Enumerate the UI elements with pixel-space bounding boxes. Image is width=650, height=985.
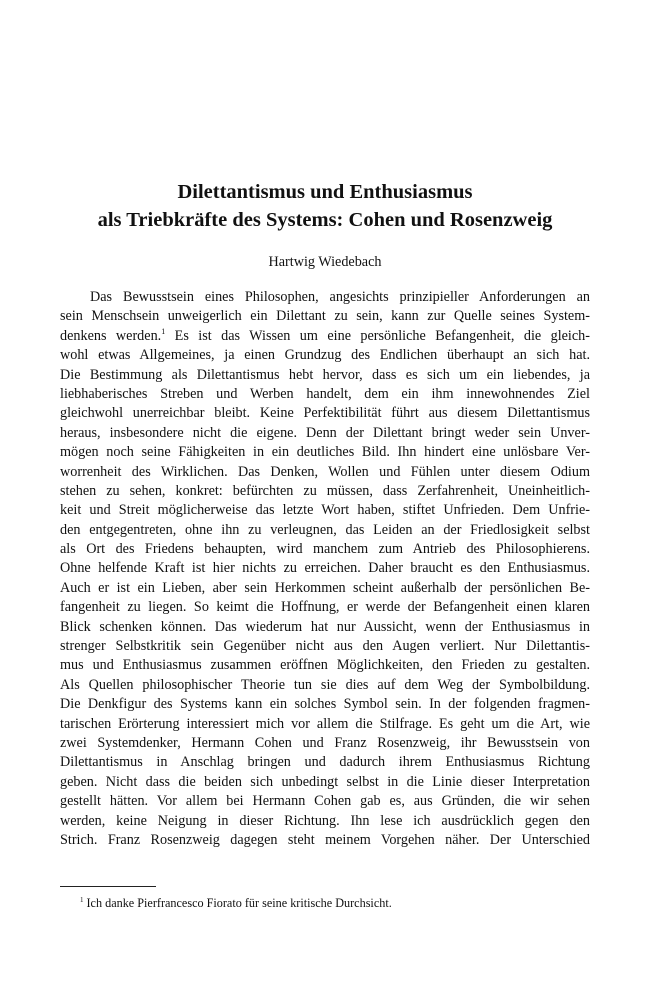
body-line: Als Quellen philosophischer Theorie tun sie dies auf dem Weg der Symbolbildung. [60,676,590,693]
footnote-reference[interactable]: 1 [161,326,166,336]
body-line: wohl etwas Allgemeines, ja einen Grundzug des Endlichen überhaupt an sich hat. [60,347,590,364]
author-name: Hartwig Wiedebach [268,254,382,270]
footnote-text: Ich danke Pierfrancesco Fiorato für seine kritische Durchsicht. [86,896,392,910]
body-line-segment: Es ist das Wissen um eine persönliche Befangenheit, die gleich- [174,327,590,344]
body-line: Blick schenken können. Das wiederum hat nur Aussicht, wenn der Enthusiasmus in [60,618,590,635]
body-line: strenger Selbstkritik sein Gegenüber nicht aus den Augen verliert. Nur Dilettantis- [60,638,590,655]
body-line: Ohne helfende Kraft ist hier nichts zu erreichen. Daher braucht es den Enthusiasmus. [60,560,590,577]
body-line: geben. Nicht dass die beiden sich unbedingt selbst in die Linie dieser Interpretation [60,773,590,790]
body-line: Auch er ist ein Lieben, aber sein Herkommen scheint außerhalb der persönlichen Be- [60,579,590,596]
body-line: mus und Enthusiasmus zusammen eröffnen Möglichkeiten, den Frieden zu gestalten. [60,657,590,674]
body-line: Strich. Franz Rosenzweig dagegen steht meinem Vorgehen näher. Der Unterschied [60,831,590,848]
body-line: sein Menschsein unweigerlich ein Dilettant zu sein, kann zur Quelle seines System- [60,308,590,325]
body-line: gestellt hätten. Vor allem bei Hermann Cohen gab es, aus Gründen, die wir sehen [60,793,590,810]
body-line: liebhaberisches Streben und Werben handelt, dem ein ihm innewohnendes Ziel [60,385,590,402]
body-line-segment: denkens werden. [60,327,162,344]
body-line: Dilettantismus in Anschlag bringen und dadurch ihrem Enthusiasmus Richtung [60,754,590,771]
footnote-number: 1 [80,896,84,904]
body-line: stehen zu sehen, konkret: befürchten zu müssen, dass Zerfahrenheit, Uneinheitlich- [60,482,590,499]
body-line: Die Bestimmung als Dilettantismus hebt hervor, dass es sich um ein liebendes, ja [60,366,590,383]
body-line: worrenheit des Wirklichen. Das Denken, Wollen und Fühlen unter diesem Odium [60,463,590,480]
body-line: werden, keine Neigung in dieser Richtung. Ihn lese ich ausdrücklich gegen den [60,812,590,829]
body-line: tarischen Erörterung interessiert mich vor allem die Stilfrage. Es geht um die Art, wie [60,715,590,732]
body-line-with-footnote [60,327,590,346]
body-paragraph [60,288,590,850]
footnote [60,895,590,911]
title-line-1: Dilettantismus und Enthusiasmus [177,181,473,203]
article-title [60,178,590,234]
body-line: Das Bewusstsein eines Philosophen, angesichts prinzipieller Anforderungen an [90,289,590,305]
title-line-2: als Triebkräfte des Systems: Cohen und Rosenzweig [97,209,553,231]
body-line: Die Denkfigur des Systems kann ein solches Symbol sein. In der folgenden fragmen- [60,696,590,713]
body-line: keit und Streit möglicherweise das letzte Wort haben, stiftet Unfrieden. Dem Unfrie- [60,502,590,519]
body-line: mögen noch seine Fähigkeiten in ein deutliches Bild. Ihn hindert eine unlösbare Ver- [60,444,590,461]
body-line: als Ort des Friedens behaupten, wird manchem zum Antrieb des Philosophierens. [60,541,590,558]
body-line: gleichwohl unerreichbar bleibt. Keine Perfektibilität führt aus diesem Dilettantismus [60,405,590,422]
body-line: den entgegentreten, ohne ihn zu verleugnen, das Leiden an der Friedlosigkeit selbst [60,521,590,538]
body-line: zwei Systemdenker, Hermann Cohen und Franz Rosenzweig, ihr Bewusstsein von [60,734,590,751]
body-line: fangenheit zu liegen. So keimt die Hoffnung, er werde der Befangenheit einen klaren [60,599,590,616]
footnote-divider [60,886,156,887]
body-line: heraus, insbesondere nicht die eigene. Denn der Dilettant bringt weder sein Unver- [60,424,590,441]
